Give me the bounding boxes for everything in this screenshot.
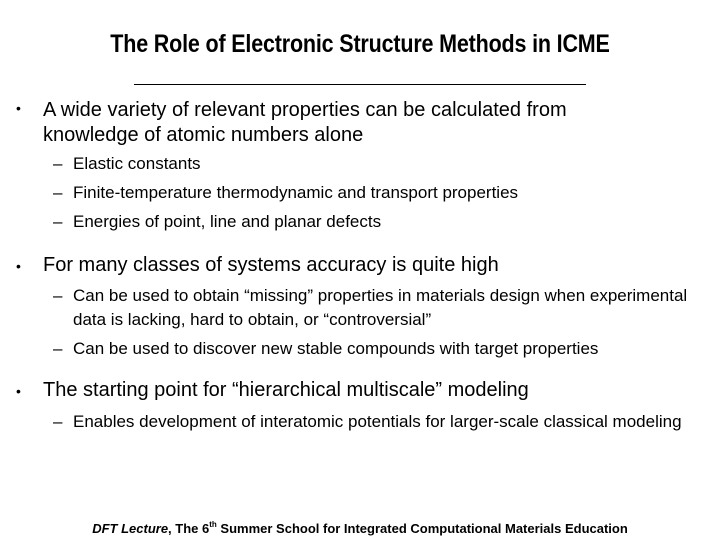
bullet-1-sub-1: Elastic constants [73, 154, 201, 173]
bullet-3-text: The starting point for “hierarchical multiscale” modeling [43, 379, 529, 401]
footer-ordinal-suffix: th [209, 520, 217, 529]
bullet-2-sub-2: Can be used to discover new stable compounds with target properties [73, 339, 599, 358]
bullet-1-sub-3: Energies of point, line and planar defects [73, 212, 382, 231]
slide-footer [0, 520, 720, 536]
sub-dash: – [53, 339, 63, 358]
sub-dash: – [53, 154, 63, 173]
bullet-marker: • [16, 383, 21, 399]
bullet-3-sub-1: Enables development of interatomic potentials for larger-scale classical modeling [73, 412, 682, 431]
sub-dash: – [53, 183, 63, 202]
bullet-1-text: A wide variety of relevant properties can be calculated from knowledge of atomic numbers alone [43, 99, 567, 146]
sub-dash: – [53, 212, 63, 231]
footer-text-mid: , The 6 [168, 521, 210, 536]
title-divider [134, 84, 586, 85]
bullet-marker: • [16, 258, 21, 274]
sub-dash: – [53, 412, 63, 431]
bullet-2-sub-1: Can be used to obtain “missing” properties in materials design when experimental data is lacking, hard to obtain, or “controversial” [73, 286, 688, 329]
bullet-marker: • [16, 100, 21, 116]
footer-lecture-name: DFT Lecture [92, 521, 169, 536]
slide-title: The Role of Electronic Structure Methods in ICME [110, 30, 610, 58]
bullet-2-text: For many classes of systems accuracy is quite high [43, 254, 499, 276]
bullet-1-sub-2: Finite-temperature thermodynamic and transport properties [73, 183, 519, 202]
footer-text-rest: Summer School for Integrated Computational Materials Education [216, 521, 628, 536]
sub-dash: – [53, 286, 63, 305]
